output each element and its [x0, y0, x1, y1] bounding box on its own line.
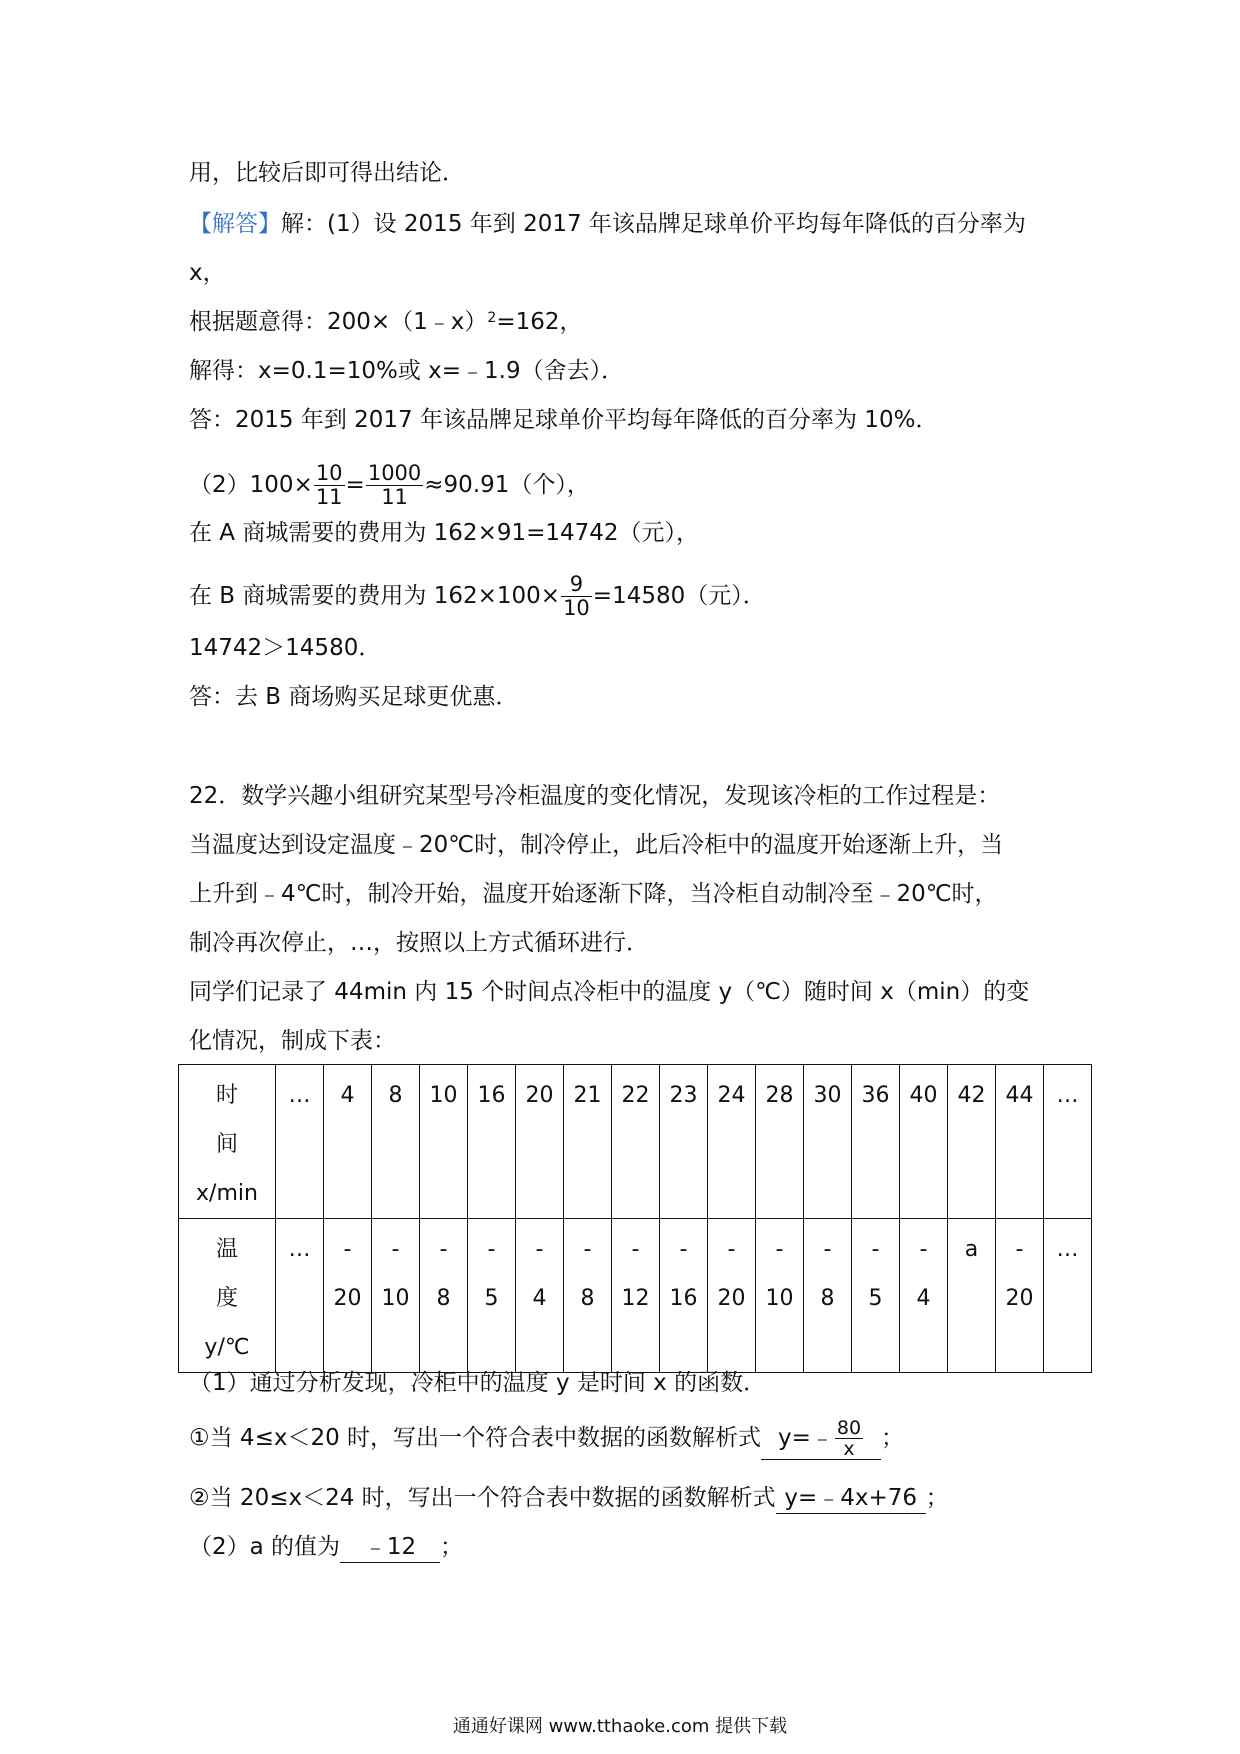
table-row	[179, 1219, 1092, 1373]
table-cell	[1044, 1219, 1092, 1373]
temp-value: 8	[820, 1286, 835, 1311]
text-line: 14742＞14580．	[189, 635, 382, 661]
answer-blank: y=﹣4x+76	[776, 1483, 926, 1514]
time-value: 23	[669, 1083, 698, 1108]
table-header-cell	[179, 1219, 276, 1373]
time-value: …	[288, 1083, 311, 1108]
table-cell	[516, 1065, 564, 1219]
fraction	[835, 1418, 863, 1459]
temp-sign: -	[391, 1237, 400, 1262]
table-row	[179, 1065, 1092, 1219]
temp-sign: -	[535, 1237, 544, 1262]
table-cell	[372, 1065, 420, 1219]
temp-value: 12	[621, 1286, 650, 1311]
table-cell	[420, 1065, 468, 1219]
temp-sign: -	[583, 1237, 592, 1262]
time-value: 42	[957, 1083, 986, 1108]
table-cell	[468, 1065, 516, 1219]
sub-question-line	[189, 1418, 904, 1460]
equals-sign: =	[345, 472, 365, 498]
header-label: 时	[215, 1083, 238, 1108]
answer-blank	[761, 1418, 881, 1460]
temp-sign: -	[679, 1237, 688, 1262]
text-line: 答：去 B 商场购买足球更优惠．	[189, 684, 519, 710]
table-cell	[756, 1219, 804, 1373]
numerator: 9	[561, 573, 592, 597]
temp-value: 8	[580, 1286, 595, 1311]
equation-line	[189, 573, 766, 620]
denominator: x	[843, 1438, 855, 1460]
table-cell	[900, 1065, 948, 1219]
temp-sign: -	[871, 1237, 880, 1262]
temp-value: 5	[868, 1286, 883, 1311]
time-value: 40	[909, 1083, 938, 1108]
temp-value: 4	[532, 1286, 547, 1311]
table-cell	[324, 1219, 372, 1373]
question-text-line: 化情况，制成下表：	[189, 1028, 396, 1054]
temp-value: 8	[436, 1286, 451, 1311]
table-cell	[756, 1065, 804, 1219]
temp-value	[948, 1274, 995, 1323]
answer-heading-line	[189, 209, 1026, 239]
text-line: 解得：x=0.1=10%或 x=﹣1.9（舍去）．	[189, 358, 625, 384]
table-cell	[660, 1065, 708, 1219]
fraction	[314, 462, 345, 509]
temp-value: 20	[717, 1286, 746, 1311]
punctuation: ；	[440, 1534, 464, 1560]
text-line: 用，比较后即可得出结论．	[189, 160, 465, 186]
table-cell	[708, 1219, 756, 1373]
temp-sign: -	[343, 1237, 352, 1262]
equation-line	[189, 462, 590, 509]
temp-value	[276, 1274, 323, 1323]
time-value: 8	[388, 1083, 403, 1108]
answer-text: y=﹣	[777, 1425, 834, 1451]
temp-value: 10	[765, 1286, 794, 1311]
table-cell	[516, 1219, 564, 1373]
equation-text: （2）100×	[189, 472, 313, 498]
question-text-line: 22．数学兴趣小组研究某型号冷柜温度的变化情况，发现该冷柜的工作过程是：	[189, 783, 1001, 809]
header-label: 温	[215, 1237, 238, 1262]
numerator: 80	[836, 1417, 862, 1439]
time-value: 16	[477, 1083, 506, 1108]
temp-sign: a	[964, 1237, 979, 1262]
time-value: 36	[861, 1083, 890, 1108]
table-cell	[372, 1219, 420, 1373]
table-cell	[852, 1065, 900, 1219]
temp-sign: -	[823, 1237, 832, 1262]
temp-sign: -	[1015, 1237, 1024, 1262]
header-label: x/min	[196, 1181, 258, 1206]
table-cell	[564, 1219, 612, 1373]
question-text: ②当 20≤x＜24 时，写出一个符合表中数据的函数解析式	[189, 1485, 776, 1511]
question-text: （2）a 的值为	[189, 1534, 341, 1560]
table-cell	[996, 1065, 1044, 1219]
temp-value	[1044, 1274, 1091, 1323]
table-cell	[948, 1219, 996, 1373]
time-value: 21	[573, 1083, 602, 1108]
sub-question-line	[189, 1483, 949, 1514]
time-value: 20	[525, 1083, 554, 1108]
temp-value: 4	[916, 1286, 931, 1311]
table-cell	[948, 1065, 996, 1219]
question-text-line: 当温度达到设定温度﹣20℃时，制冷停止，此后冷柜中的温度开始逐渐上升，当	[189, 832, 1004, 858]
exponent: 2	[487, 310, 497, 326]
table-cell	[612, 1065, 660, 1219]
temp-sign: …	[1056, 1237, 1079, 1262]
punctuation: ；	[881, 1425, 905, 1451]
question-text-line: 上升到﹣4℃时，制冷开始，温度开始逐渐下降，当冷柜自动制冷至﹣20℃时，	[189, 881, 998, 907]
fraction	[366, 462, 423, 509]
equation-text: ≈90.91（个），	[424, 472, 590, 498]
temp-value: 5	[484, 1286, 499, 1311]
table-cell	[708, 1065, 756, 1219]
table-cell	[660, 1219, 708, 1373]
header-label: y/℃	[204, 1335, 250, 1360]
table-cell	[324, 1065, 372, 1219]
table-cell	[276, 1219, 324, 1373]
header-label: 间	[215, 1132, 238, 1157]
time-value: …	[1056, 1083, 1079, 1108]
temp-sign: -	[919, 1237, 928, 1262]
temp-value: 10	[381, 1286, 410, 1311]
temp-sign: -	[439, 1237, 448, 1262]
table-cell	[804, 1065, 852, 1219]
text-line: 解：(1）设 2015 年到 2017 年该品牌足球单价平均每年降低的百分率为	[281, 211, 1026, 237]
time-value: 44	[1005, 1083, 1034, 1108]
question-text-line: 制冷再次停止，…，按照以上方式循环进行．	[189, 930, 649, 956]
answer-tag: 【解答】	[189, 211, 281, 237]
denominator: 11	[381, 485, 408, 509]
denominator: 11	[315, 485, 343, 509]
table-cell	[276, 1065, 324, 1219]
equation-text: 根据题意得：200×（1﹣x）	[189, 309, 488, 335]
time-value: 24	[717, 1083, 746, 1108]
temp-value: 16	[669, 1286, 698, 1311]
numerator: 1000	[367, 461, 422, 485]
table-cell	[468, 1219, 516, 1373]
sub-question-line	[189, 1532, 463, 1563]
equation-line	[189, 307, 583, 337]
table-cell	[900, 1219, 948, 1373]
time-value: 30	[813, 1083, 842, 1108]
table-header-cell	[179, 1065, 276, 1219]
equation-text: =14580（元）．	[592, 583, 766, 609]
answer-blank: ﹣12	[340, 1532, 440, 1563]
question-text: ①当 4≤x＜20 时，写出一个符合表中数据的函数解析式	[189, 1425, 762, 1451]
time-value: 10	[429, 1083, 458, 1108]
equation-text: 在 B 商城需要的费用为 162×100×	[189, 583, 561, 609]
table-cell	[804, 1219, 852, 1373]
equation-text: =162，	[496, 309, 583, 335]
table-cell	[420, 1219, 468, 1373]
text-line: 在 A 商城需要的费用为 162×91=14742（元），	[189, 520, 700, 546]
temp-value: 20	[333, 1286, 362, 1311]
time-value: 22	[621, 1083, 650, 1108]
temp-value: 20	[1005, 1286, 1034, 1311]
temp-sign: -	[775, 1237, 784, 1262]
denominator: 10	[563, 596, 590, 620]
table-cell	[996, 1219, 1044, 1373]
page-footer: 通通好课网 www.tthaoke.com 提供下载	[452, 1716, 788, 1737]
numerator: 10	[315, 461, 343, 485]
temp-sign: …	[288, 1237, 311, 1262]
time-value: 4	[340, 1083, 355, 1108]
fraction	[561, 573, 592, 620]
question-text-line: 同学们记录了 44min 内 15 个时间点冷柜中的温度 y（℃）随时间 x（min）的变	[189, 979, 1030, 1005]
sub-question-line: （1）通过分析发现，冷柜中的温度 y 是时间 x 的函数．	[189, 1370, 767, 1396]
text-line: x，	[189, 260, 226, 286]
temp-sign: -	[727, 1237, 736, 1262]
text-line: 答：2015 年到 2017 年该品牌足球单价平均每年降低的百分率为 10%．	[189, 407, 939, 433]
time-value: 28	[765, 1083, 794, 1108]
temp-sign: -	[487, 1237, 496, 1262]
punctuation: ；	[925, 1485, 949, 1511]
table-cell	[612, 1219, 660, 1373]
temp-sign: -	[631, 1237, 640, 1262]
header-label: 度	[215, 1286, 238, 1311]
data-table	[178, 1064, 1092, 1373]
table-cell	[564, 1065, 612, 1219]
table-cell	[1044, 1065, 1092, 1219]
table-cell	[852, 1219, 900, 1373]
